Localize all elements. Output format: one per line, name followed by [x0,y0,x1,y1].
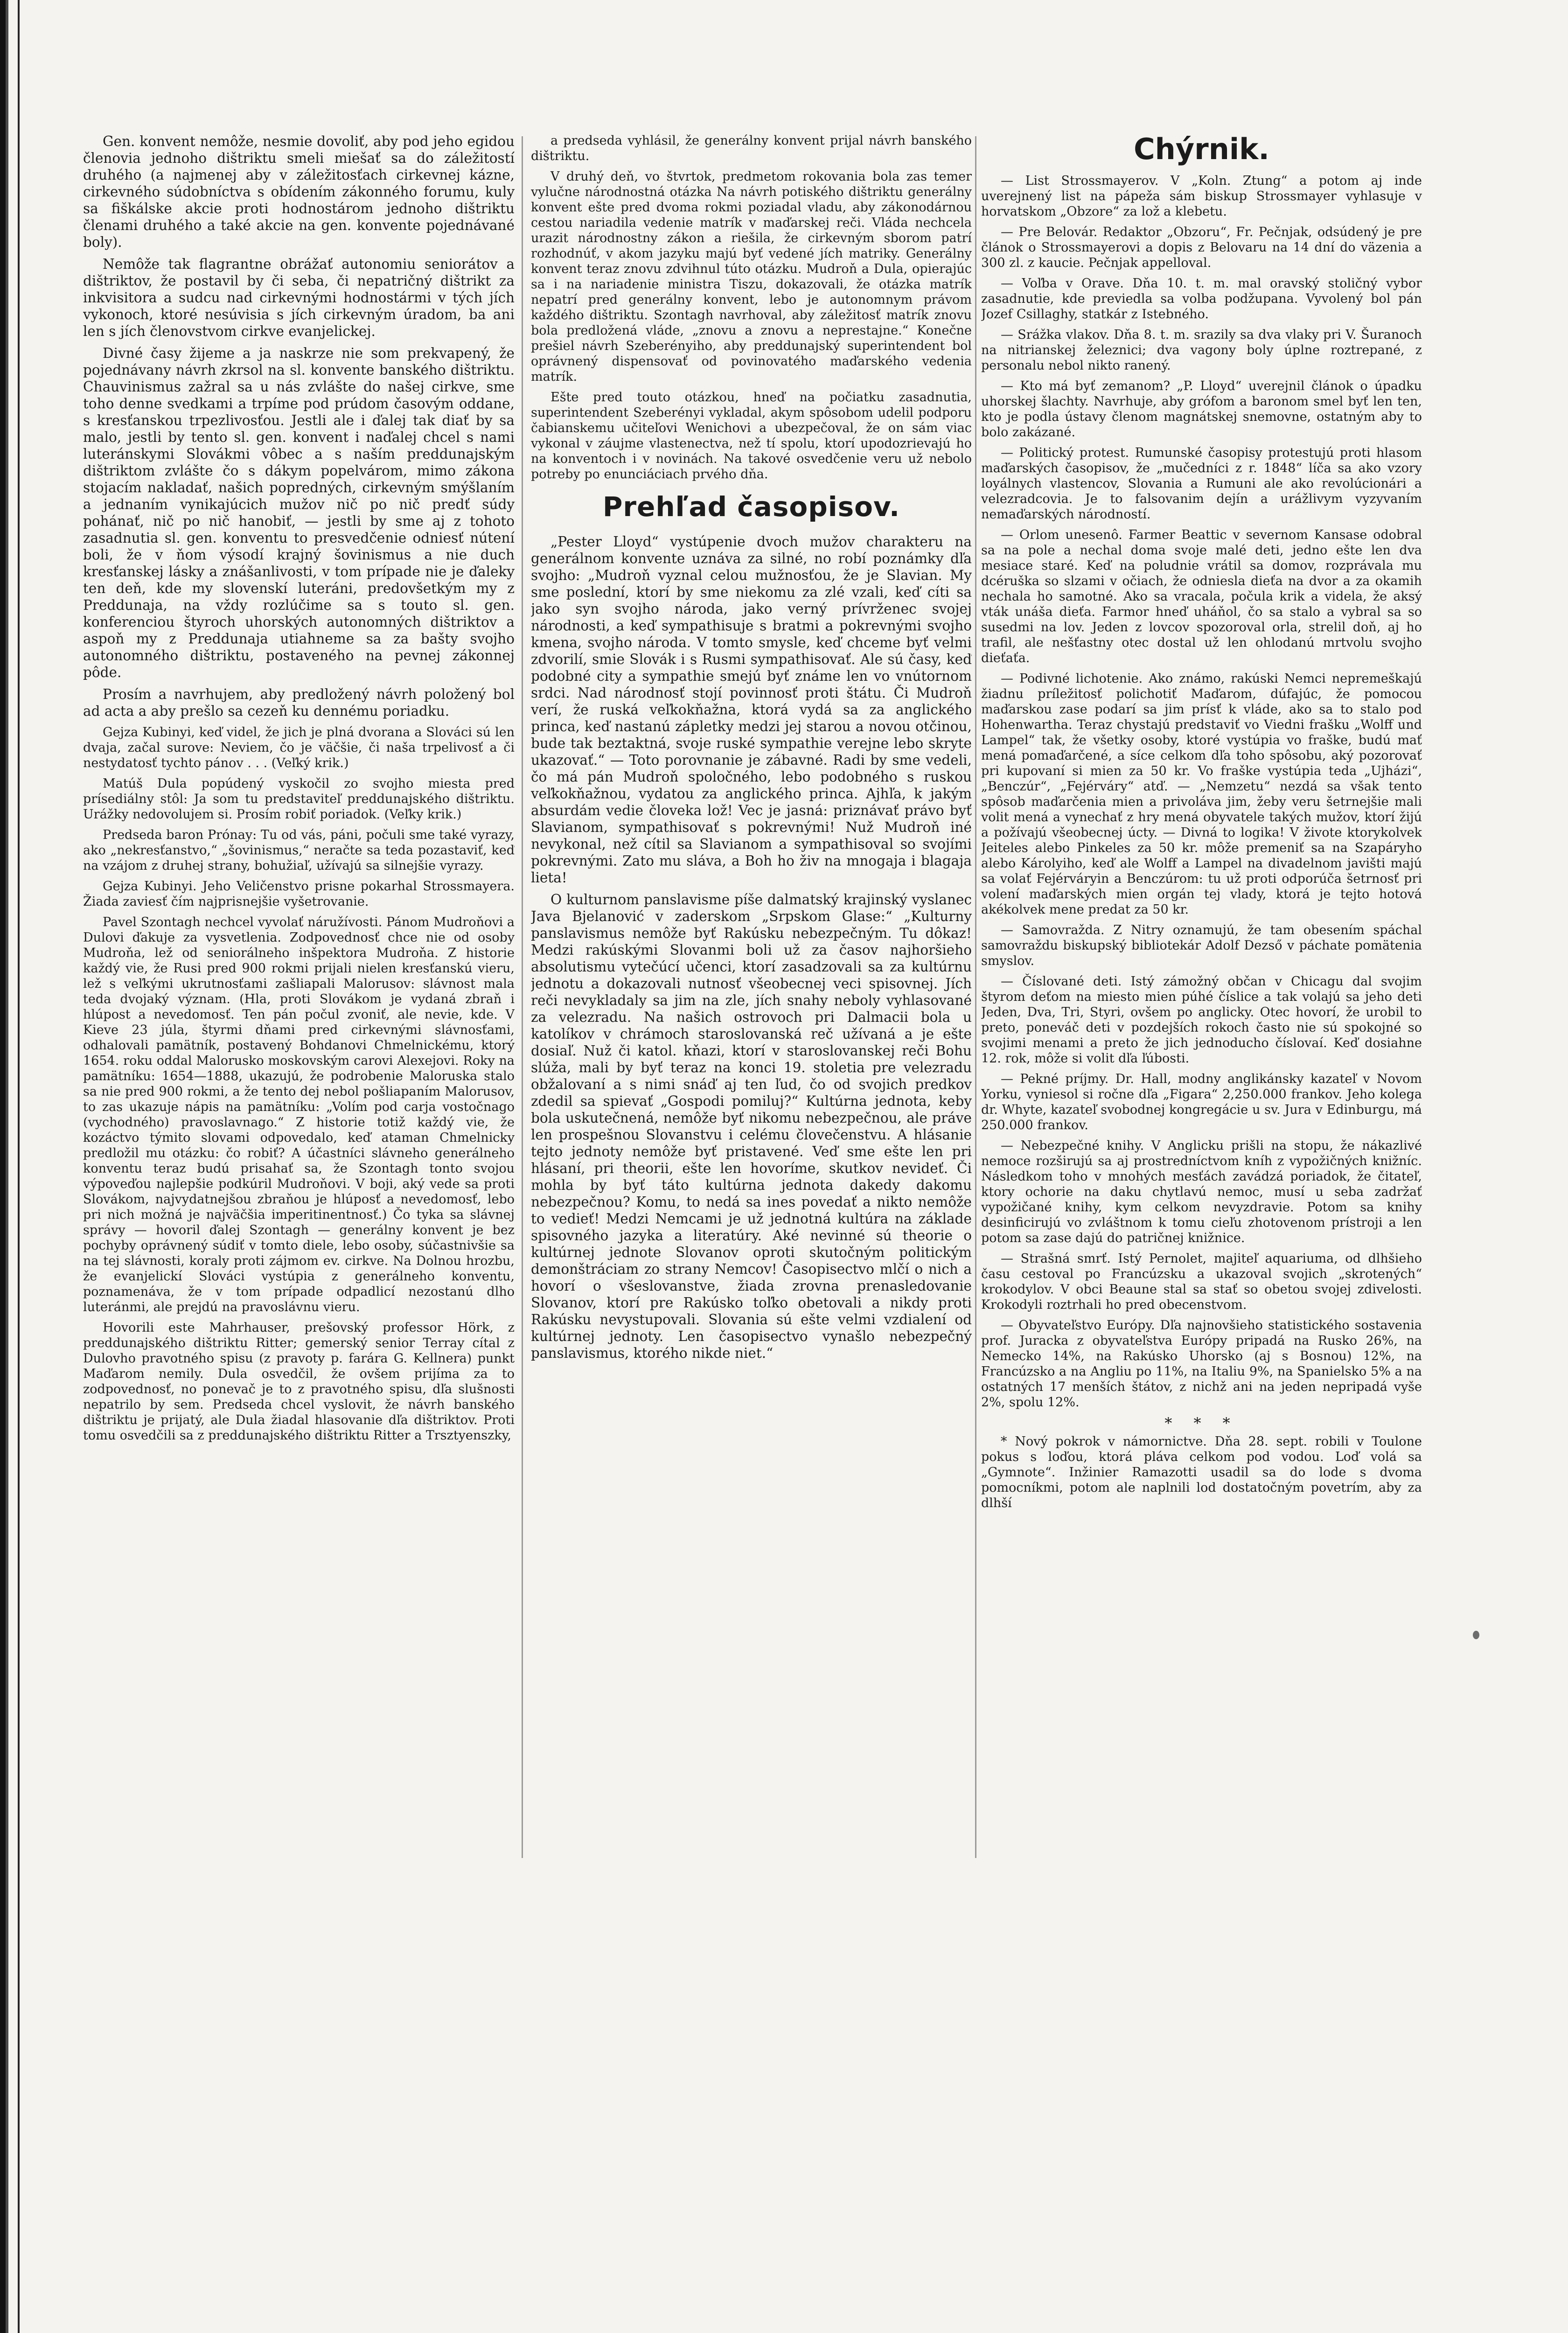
news-item: — Orlom unesenô. Farmer Beattic v severnom Kansase odobral sa na pole a nechal doma svoje malé deti, jedno ešte len dva mesiace staré. Keď na poludnie vrátil sa domov, rozprávala mu dcéruška so slzami v očiach, že odniesla dieťa na dvor a za okamih nechala ho samotné. Ako sa vracala, počula krik a videla, že aksý vták unáša dieťa. Farmor hneď uháňol, čo sa stalo a vybral sa so susedmi na lov. Jeden z lovcov spozoroval orla, strelil doň, aj ho trafil, ale nešťastny otec dostal už len ohlodanú mrtvolu svojho dieťaťa. [981,528,1422,665]
article-paragraph: „Pester Lloyd“ vystúpenie dvoch mužov charakteru na generálnom konvente uznáva za silné, no robí poznámky dľa svojho: „Mudroň vyznal celou mužnosťou, že je Slavian. My sme poslední, ktorí by sme niekomu za zlé vzali, keď cíti sa jako syn svojho národa, jako verný prívrženec svojej národnosti, a keď sympathisuje s bratmi a pokrevnými svojho kmena, svojho národa. V tomto smysle, keď chceme byť velmi zdvorilí, smie Slovák i s Rusmi sympathisovať. Ale sú časy, keď podobné city a sympathie smejú byť známe len vo vnútornom srdci. Nad národnosť stojí povinnosť proti štátu. Či Mudroň verí, že ruská veľkokňažna, ktorá vydá sa za anglického princa, keď nastanú zápletky medzi jej starou a novou otčinou, bude tak beztaktná, svoje ruské sympathie verejne lebo skryte ukazovať.“ — Toto porovnanie je zábavné. Radi by sme vedeli, čo má pán Mudroň spoločného, lebo podobného s ruskou veľkokňažnou, vydatou za anglického princa. Ajhľa, k jakým absurdám vedie človeka lož! Vec je jasná: priznávať právo byť Slavianom, sympathisovať s pokrevnými! Nuž Mudroň iné nevykonal, než cítil sa Slavianom a sympathisoval so svojími pokrevnými. Zato mu sláva, a Boh ho živ na mnogaja i blagaja lieta! [531,534,972,886]
news-item: — Pekné príjmy. Dr. Hall, modny anglikánsky kazateľ v Novom Yorku, vyniesol si ročne dľa „Figara“ 2,250.000 frankov. Jeho kolega dr. Whyte, kazateľ svobodnej kongregácie u sv. Jura v Edinburgu, má 250.000 frankov. [981,1072,1422,1132]
column-3 [981,133,1422,2013]
speech-paragraph: Gejza Kubinyi. Jeho Veličenstvo prisne pokarhal Strossmayera. Žiada zaviesť čím najprisnejšie vyšetrovanie. [83,879,515,909]
news-item: — Voľba v Orave. Dňa 10. t. m. mal oravský stoličný vybor zasadnutie, kde previedla sa volba podžupana. Vyvolený bol pán Jozef Csillaghy, statkár z Istebného. [981,276,1422,321]
news-item: — Samovražda. Z Nitry oznamujú, že tam obesením spáchal samovraždu biskupský bibliotekár Adolf Dezső v páchate pomätenia smyslov. [981,923,1422,968]
news-item: — Strašná smrť. Istý Pernolet, majiteľ aquariuma, od dlhšieho času cestoval po Francúzsku a ukazoval svojich „skrotených“ krokodylov. V obci Beaune stal sa stať so obetou svojej zdivelosti. Krokodyli roztrhali ho pred obecenstvom. [981,1251,1422,1312]
article-paragraph: Gen. konvent nemôže, nesmie dovoliť, aby pod jeho egidou členovia jednoho dištriktu smeli miešať sa do záležitostí druhého (a najmenej aby v záležitosťach cirkevnej kázne, cirkevného súdobníctva s obídením zákonného forumu, kuly sa fiškálske akcie proti hodnostárom jednoho dištriktu členami druhého a také akcie na gen. konvente pojednávané boly). [83,133,515,250]
news-item: — Nebezpečné knihy. V Anglicku prišli na stopu, že nákazlivé nemoce rozširujú sa aj prostredníctvom kníh z vypožičných knižníc. Následkom toho v mnohých mesťách zavádzá poriadok, že čitateľ, ktory ochorie na daku chytlavú nemoc, musí u seba zadržať vypožičané knihy, kym celkom nevyzdravie. Potom sa knihy desinficirujú vo zvláštnom k tomu cieľu zhotovenom prístroji a len potom sa zase dajú do patričnej knižnice. [981,1139,1422,1245]
news-item: — Srážka vlakov. Dňa 8. t. m. srazily sa dva vlaky pri V. Šuranoch na nitrianskej železnici; dva vagony boly úplne roztrepané, z personalu nebol nikto ranený. [981,328,1422,373]
section-title-prehlad: Prehľad časopisov. [602,491,900,523]
speech-paragraph: Gejza Kubinyi, keď videl, že jich je plná dvorana a Slováci sú len dvaja, začal surove: Neviem, čo je väčšie, či naša trpelivosť a či nestydatosť tychto pánov . . . (Veľký krik.) [83,725,515,770]
speech-paragraph: Hovorili este Mahrhauser, prešovský professor Hörk, z preddunajského dištriktu Ritter; gemerský senior Terray cítal z Dulovho pravotného spisu (z pravoty p. farára G. Kellnera) punkt Maďarom nemily. Dula osvedčil, že ovšem prijíma za to zodpovednosť, no ponevač je to z pravotného spisu, dľa slušnosti nepatrilo by sem. Predseda chcel vyslovit, že návrh banského dištriktu je prijatý, ale Dula žiadal hlasovanie dľa dištriktov. Proti tomu osvedčili sa z preddunajského dištriktu Ritter a Trsztyenszky, [83,1320,515,1443]
article-paragraph: Ešte pred touto otázkou, hneď na počiatku zasadnutia, superintendent Szeberényi vykladal, akym spôsobom udelil podporu čabianskemu učiteľovi Wenichovi a ubezpečoval, že on sám viac vykonal v záujme vlastenectva, než tí spolu, ktorí upodozrievajú ho na konventoch i v novinách. Na takové osvedčenie veru už nebolo potreby po enunciáciach prvého dňa. [531,390,972,482]
news-item: — Pre Belovár. Redaktor „Obzoru“, Fr. Pečnjak, odsúdený je pre článok o Strossmayerovi a dopis z Belovaru na 14 dní do väzenia a 300 zl. z kaucie. Pečnjak appelloval. [981,225,1422,270]
news-item: — List Strossmayerov. V „Koln. Ztung“ a potom aj inde uverejnený list na pápeža sám biskup Strossmayer vyhlasuje v horvatskom „Obzore“ za lož a klebetu. [981,174,1422,219]
article-paragraph: a predseda vyhlásil, že generálny konvent prijal návrh banského dištriktu. [531,133,972,163]
news-item: — Číslované deti. Istý zámožný občan v Chicagu dal svojim štyrom deťom na miesto mien púhé číslice a tak volajú sa jeho deti Jeden, Dva, Tri, Styri, ovšem po anglicky. Otec hovorí, že urobil to preto, poneváč deti v pozdejších rokoch často nie sú spokojné so svojimi menami a preto že jich jednoducho číslovaí. Keď dosiahne 12. rok, môže si volit dľa ľúbosti. [981,974,1422,1066]
article-paragraph: O kulturnom panslavisme píše dalmatský krajinský vyslanec Java Bjelanović v zaderskom „Srpskom Glase:“ „Kulturny panslavismus nemôže byť Rakúsku nebezpečným. Tu dôkaz! Medzi rakúskými Slovanmi boli už za časov najhoršieho absolutismu vytečúcí učenci, ktorí zasadzovali sa za kultúrnu jednotu a dokazovali nutnosť všeobecnej veci spisovnej. Jích reči nevykladaly sa jim na zle, jích snahy neboly vyhlasované za velezradu. Na našich ostrovoch pri Dalmacii bola u katolíkov v chrámoch staroslovanská reč užívaná a je ešte dosiaľ. Nuž či katol. kňazi, ktorí v staroslovanskej reči Bohu slúža, mali by byť teraz na konci 19. stoletia pre velezradu obžalovaní a s nimi snáď aj ten ľud, čo od svojich predkov zdedil sa spievať „Gospodi pomiluj?“ Kultúrna jednota, keby bola uskutečnená, nemôže byť nikomu nebezpečnou, ale práve len prospešnou Slovanstvu i celému človečenstvu. A hlásanie tejto jednoty nemôže byť pristavené. Veď sme ešte len pri hlásaní, pri theorii, ešte len hovoríme, skutkov nevideť. Či mohla by byť táto kultúrna jednota dakedy dakomu nebezpečnou? Komu, to nedá sa ines povedať a nikto nemôže to vedieť! Medzi Nemcami je už jednotná kultúra na základe spisovného jazyka a literatúry. Aké nevinné sú theorie o kultúrnej jednote Slovanov oproti skutočným politickým demonštráciam zo strany Nemcov! Časopisectvo mlčí o nich a hovorí o všeslovanstve, žiada zrovna prenasledovanie Slovanov, ktorí pre Rakúsko toľko obetovali a nikdy proti Rakúsku nevystupovali. Slovania sú ešte velmi vzdialení od kultúrnej jednoty. Len časopisectvo vynašlo nebezpečný panslavismus, ktorého nikde niet.“ [531,892,972,1361]
article-paragraph: V druhý deň, vo štvrtok, predmetom rokovania bola zas temer vylučne národnostná otázka Na návrh potiského dištriktu generálny konvent ešte pred dvoma rokmi poziadal vladu, aby zákonodárnou cestou nariadila vedenie matrík v maďarskej reči. Vláda nechcela urazit národnostny zákon a riešila, že cirkevným sborom patrí rozhodnúť, v akom jazyku majú byť vedené jích matriky. Generálny konvent teraz znovu zdvihnul túto otázku. Mudroň a Dula, opierajúc sa i na nariadenie ministra Tiszu, dokazovali, že otázka matrík nepatrí pred generálny konvent, lebo je autonomnym právom každého dištriktu. Szontagh navrhoval, aby záležitosť matrík znovu bola predložená vláde, „znovu a znovu a neprestajne.“ Konečne prešiel návrh Szeberényiho, aby preddunajský superintendent bol oprávnený dispensovať od povinovatého maďarského vedenia matrík. [531,169,972,384]
news-item: — Podivné lichotenie. Ako známo, rakúski Nemci nepremeškajú žiadnu príležitosť polichotiť Maďarom, dúfajúc, že pomocou maďarskou zase podarí sa jim prísť k vláde, ako sa to stalo pod Hohenwartha. Teraz chystajú predstaviť vo Viedni frašku „Wolff und Lampel“ tak, že všetky osoby, ktoré vystúpia vo fraške, budú mať mená pomaďarčené, a síce celkom dľa toho spôsobu, aký pozorovať pri kupovaní si mien za 50 kr. Vo fraške vystúpia teda „Ujházi“, „Benczúr“, „Fejérváry“ atď. — „Nemzetu“ nezdá sa však tento spôsob maďarčenia mien a privoláva jim, žeby veru šetrnejšie mali volit mená a vynechať z hry mená obyvatele takých mužov, ktorí žijú a požívajú všeobecnej úcty. — Divná to logika! V živote ktorykolvek Jeiteles alebo Pinkeles za 50 kr. môže premeniť sa na Szapáryho alebo Károlyiho, keď ale Wolff a Lampel na divadelnom javišti majú sa volať Fejérváryin a Benczúrom: tu už proti odporúča šetrnosť pri volení maďarských mien orgán tej vlady, ktorá je tejto hotová akékolvek mene predat za 50 kr. [981,671,1422,917]
speech-paragraph: Predseda baron Prónay: Tu od vás, páni, počuli sme také vyrazy, ako „nekresťanstvo,“ „šovinismus,“ neračte sa teda pozastaviť, keď na vzájom z druhej strany, bohužiaľ, užívajú sa silnejšie vyrazy. [83,828,515,873]
column-2 [531,133,972,2013]
column-1 [83,133,515,2013]
article-paragraph: Nemôže tak flagrantne obrážať autonomiu seniorátov a dištriktov, že postavil by či seba, či nepatričný dištrikt za inkvisitora a sudcu nad cirkevnými hodnostármi v tých jích vykonoch, ktoré nesúvisia s jích cirkevným úradom, ba ani len s jích členovstvom cirkve evanjelickej. [83,256,515,339]
section-title-chyrnik: Chýrnik. [1134,133,1269,166]
scan-speck [1473,1631,1479,1639]
news-item: — Kto má byť zemanom? „P. Lloyd“ uverejnil článok o úpadku uhorskej šlachty. Navrhuje, aby grófom a baronom smel byť len ten, kto je podla ústavy členom magnátskej snemovne, ostatným aby to bolo zakázané. [981,379,1422,440]
section-separator-stars: * * * [1164,1414,1239,1432]
column-rule-2 [975,136,976,1858]
scan-left-edge [0,0,27,2333]
article-paragraph: Divné časy žijeme a ja naskrze nie som prekvapený, že pojednávany návrh zkrsol na sl. konvente banského dištriktu. Chauvinismus zažral sa u nás zvlášte do našej cirkve, sme toho denne svedkami a trpíme pod prúdom časovým oddane, s kresťanskou trpezlivosťou. Jestli ale i ďalej tak diať by sa malo, jestli by tento sl. gen. konvent i naďalej chcel s nami luteránskymi Slovákmi vôbec a s naším preddunajským dištriktom zvlášte čo s dákym popelvárom, mimo zákona stojacím nakladať, našich popredných, cirkevným smýšlaním a jednaním vynikajúcich mužov nič po nič predť súdy pohánať, nič po nič hanobiť, — jestli by sme aj z tohoto zasadnutia sl. gen. konventu to presvedčenie odniesť nútení boli, že v ňom výsodí krajný šovinismus a nie duch kresťanskej lásky a znášanlivosti, v tom prípade nie je ďaleky ten deň, kde my slovenskí luteráni, predovšetkým my z Preddunaja, na vždy rozlúčime sa s touto sl. gen. konferenciou štyroch uhorských autonomných dištriktov a aspoň my z Preddunaja utiahneme sa za bašty svojho autonomného dištriktu, postaveného na pevnej zákonnej pôde. [83,345,515,680]
news-item: — Obyvateľstvo Európy. Dľa najnovšieho statistického sostavenia prof. Juracka z obyvateľstva Európy pripadá na Rusko 26%, na Nemecko 14%, na Rakúsko Uhorsko (aj s Bosnou) 12%, na Francúzsko a na Angliu po 11%, na Italiu 9%, na Spanielsko 5% a na ostatných 17 menších štátov, z nichž ani na jeden nepripadá vyše 2%, spolu 12%. [981,1318,1422,1410]
speech-paragraph: Pavel Szontagh nechcel vyvolať náružívosti. Pánom Mudroňovi a Dulovi ďakuje za vysvetlenia. Zodpovednosť chce nie od osoby Mudroňa, lež od seniorálneho inšpektora Mudroňa. Z historie každý vie, že Rusi pred 900 rokmi prijali nielen kresťanskú vieru, lež s veľkými ukrutnosťami zašliapali Malorusov: slávnost mala teda dvojaký význam. (Hla, proti Slovákom je vydaná zbraň i hlúpost a nevedomosť. Ten pán počul zvoniť, ale nevie, kde. V Kieve 23 júla, štyrmi dňami pred cirkevnými slávnosťami, odhalovali pamätník, postavený Bohdanovi Chmelnickému, ktorý 1654. roku oddal Malorusko moskovským carovi Alexejovi. Roky na pamätníku: 1654—1888, ukazujú, že podrobenie Maloruska stalo sa nie pred 900 rokmi, a že tento dej nebol pošliapaním Malorusov, to zas ukazuje nápis na pamätníku: „Volím pod carja vostočnago (vychodného) pravoslavnago.“ Z historie totiž každý vie, že kozáctvo týmito slovami odpovedalo, keď ataman Chmelnicky predložil mu otázku: čo robiť? A účastníci slávneho generálneho konventu teraz budú prisahať sa, že Szontagh tonto svojou výpoveďou najlepšie podkúril Mudroňovi. V boji, aký vede sa proti Slovákom, najvydatnejšou zbraňou je hlúposť a nevedomosť, lebo pri nich možná je najväčšia imperitinentnosť.) Čo tyka sa slávnej správy — hovoril ďalej Szontagh — generálny konvent je bez pochyby oprávnený súdiť v tomto diele, lebo osoby, súčastnivšie sa na tej slávnosti, koraly proti zájmom ev. cirkve. Na Dolnou hrozbu, že evanjelickí Slováci vystúpia z generálneho konventu, poznamenáva, že v tom prípade odpadlicí nezostanú dlho luteránmi, ale prejdú na pravoslávnu vieru. [83,915,515,1314]
column-rule-1 [522,136,523,1858]
speech-paragraph: Matúš Dula popúdený vyskočil zo svojho miesta pred prísediálny stôl: Ja som tu predstaviteľ preddunajského dištriktu. Urážky nedovolujem si. Prosím robiť poriadok. (Veľky krik.) [83,776,515,822]
article-paragraph: Prosím a navrhujem, aby predložený návrh položený bol ad acta a aby prešlo sa cezeň ku dennému poriadku. [83,686,515,719]
news-item: * Nový pokrok v námornictve. Dňa 28. sept. robili v Toulone pokus s loďou, ktorá pláva celkom pod vodou. Loď volá sa „Gymnote“. Inžinier Ramazotti usadil sa do lode s dvoma pomocníkmi, potom ale naplnili lod dostatočným povetrím, aby za dlhší [981,1434,1422,1510]
news-item: — Politický protest. Rumunské časopisy protestujú proti hlasom maďarských časopisov, že „mučedníci z r. 1848“ líča sa ako vzory loyálnych vlastencov, Slovania a Rumuni ale ako revolúcionári a velezradcovia. Je to falsovanim dejín a urážlivym vyzyvaním nemaďarských národností. [981,446,1422,522]
